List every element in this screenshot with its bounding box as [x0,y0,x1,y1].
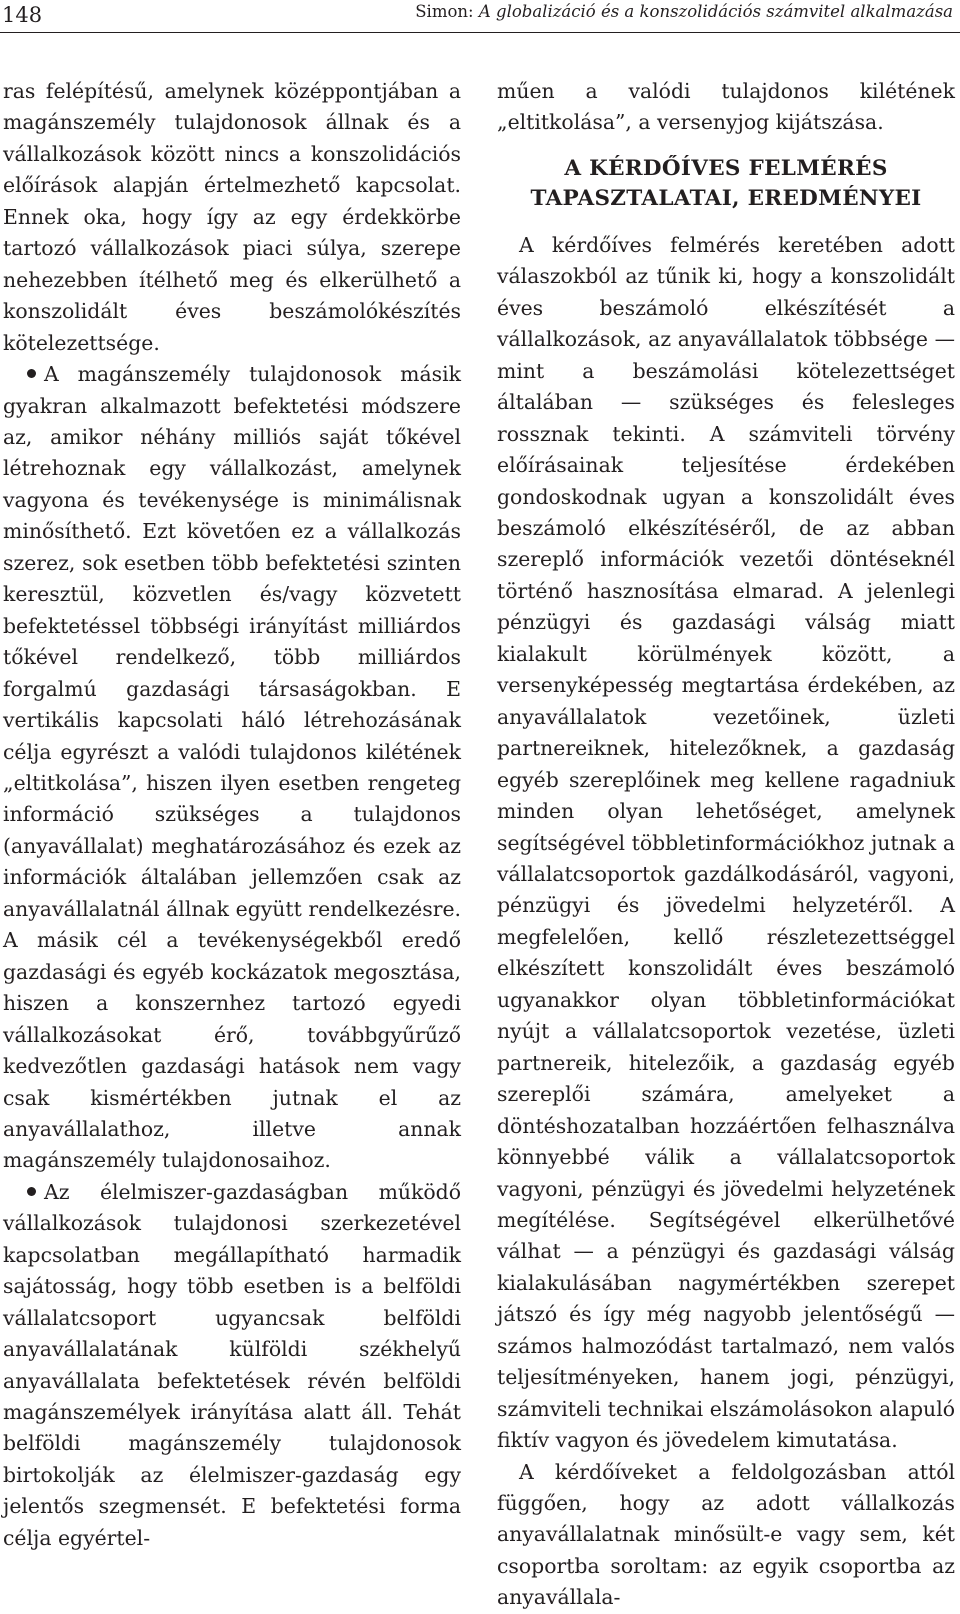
bullet-item [3,359,461,1177]
left-column [3,76,461,1554]
paragraph: A kérdőíves felmérés keretében adott válaszokból az tűnik ki, hogy a konszolidált éves beszámoló elkészítését a vállalkozások, az anyavállalatok többsége — mint a beszámolási kötelezettséget általában — szükséges és felesleges rossznak tekinti. A számviteli törvény előírásainak teljesítése érdekében gondoskodnak ugyan a konszolidált éves beszámoló elkészítéséről, de az abban szereplő információk vezetői döntéseknél történő hasznosítása elmarad. A jelenlegi pénzügyi és gazdasági válság miatt kialakult körülmények között, a versenyképesség megtartása érdekében, az anyavállalatok vezetőinek, üzleti partnereiknek, hitelezőknek, a gazdaság egyéb szereplőinek meg kellene ragadniuk minden olyan lehetőséget, amelynek segítségével többletinformációkhoz jutnak a vállalatcsoportok gazdálkodásáról, vagyoni, pénzügyi és jövedelmi helyzetéről. A megfelelően, kellő részletezettséggel elkészített konszolidált éves beszámoló ugyanakkor olyan többletinformációkat nyújt a vállalatcsoportok vezetése, üzleti partnereik, hitelezőik, a gazdaság egyéb szereplői számára, amelyeket a döntéshozatalban hozzáértően felhasználva könnyebbé válik a vállalatcsoportok vagyoni, pénzügyi és jövedelmi helyzetének megítélése. Segítségével elkerülhetővé válhat — a pénzügyi és gazdasági válság kialakulásában nagymértékben szerepet játszó és így még nagyobb jelentőségű — számos halmozódást tartalmazó, nem valós teljesítményeken, hanem jogi, pénzügyi, számviteli technikai elszámolásokon alapuló fiktív vagyon és jövedelem kimutatása. [497,232,955,1453]
paragraph: A kérdőíveket a feldolgozásban attól függően, hogy az adott vállalkozás anyavállalatnak minősült-e vagy sem, két csoportba soroltam: az egyik csoportba az anyavállala- [497,1459,955,1610]
bullet-item [3,1177,461,1554]
section-heading [497,154,955,214]
paragraph: műen a valódi tulajdonos kilétének „eltitkolása”, a versenyjog kijátszása. [497,79,955,135]
page-header [0,0,960,33]
bullet-text: Az élelmiszer-gazdaságban működő vállalkozások tulajdonosi szerkezetével kapcsolatban megállapítható harmadik sajátosság, hogy több esetben is a belföldi vállalatcsoport ugyancsak belföldi anyavállalatának külföldi székhelyű anyavállalata befektetések révén belföldi magánszemélyek irányítása alatt áll. Tehát belföldi magánszemély tulajdonosok birtokolják az élelmiszer-gazdaság egy jelentős szegmensét. E befektetési forma célja egyértel- [3,1179,461,1550]
running-title-author: Simon: [415,2,479,21]
bullet-text: A magánszemély tulajdonosok másik gyakran alkalmazott befektetési módszere az, amikor néhány milliós saját tőkével létrehoznak egy vállalkozást, amelynek vagyona és tevékenysége is minimálisnak minősíthető. Ezt követően ez a vállalkozás szerez, sok esetben több befektetési szinten keresztül, közvetlen és/vagy közvetett befektetéssel többségi irányítást milliárdos tőkével rendelkező, több milliárdos forgalmú gazdasági társaságokban. E vertikális kapcsolati háló létrehozásának célja egyrészt a valódi tulajdonos kilétének „eltitkolása”, hiszen ilyen esetben rengeteg információ szükséges a tulajdonos (anyavállalat) meghatározásához és ezek az információk általában jellemzően csak az anyavállalatnál állnak együtt rendelkezésre. A másik cél a tevékenységekből eredő gazdasági és egyéb kockázatok megosztása, hiszen a konszernhez tartozó egyedi vállalkozásokat érő, továbbgyűrűző kedvezőtlen gazdasági hatások nem vagy csak kismértékben jutnak el az anyavállalathoz, illetve annak magánszemély tulajdonosaihoz. [3,362,461,1173]
bullet-icon [27,1187,36,1196]
running-title [415,1,953,23]
page-number: 148 [2,3,43,27]
bullet-icon [27,369,36,378]
section-heading-line: A KÉRDŐÍVES FELMÉRÉS [564,155,888,181]
section-heading-line: TAPASZTALATAI, EREDMÉNYEI [530,185,922,211]
paragraph: ras felépítésű, amelynek középpontjában a magánszemély tulajdonosok állnak és a vállalkozások között nincs a konszolidációs előírások alapján értelmezhető kapcsolat. Ennek oka, hogy így az egy érdekkörbe tartozó vállalkozások piaci súlya, szerepe nehezebben ítélhető meg és elkerülhető a konszolidált éves beszámolókészítés kötelezettsége. [3,79,461,355]
running-title-book: A globalizáció és a konszolidációs számvitel alkalmazása [478,2,953,21]
right-column [497,76,955,1614]
